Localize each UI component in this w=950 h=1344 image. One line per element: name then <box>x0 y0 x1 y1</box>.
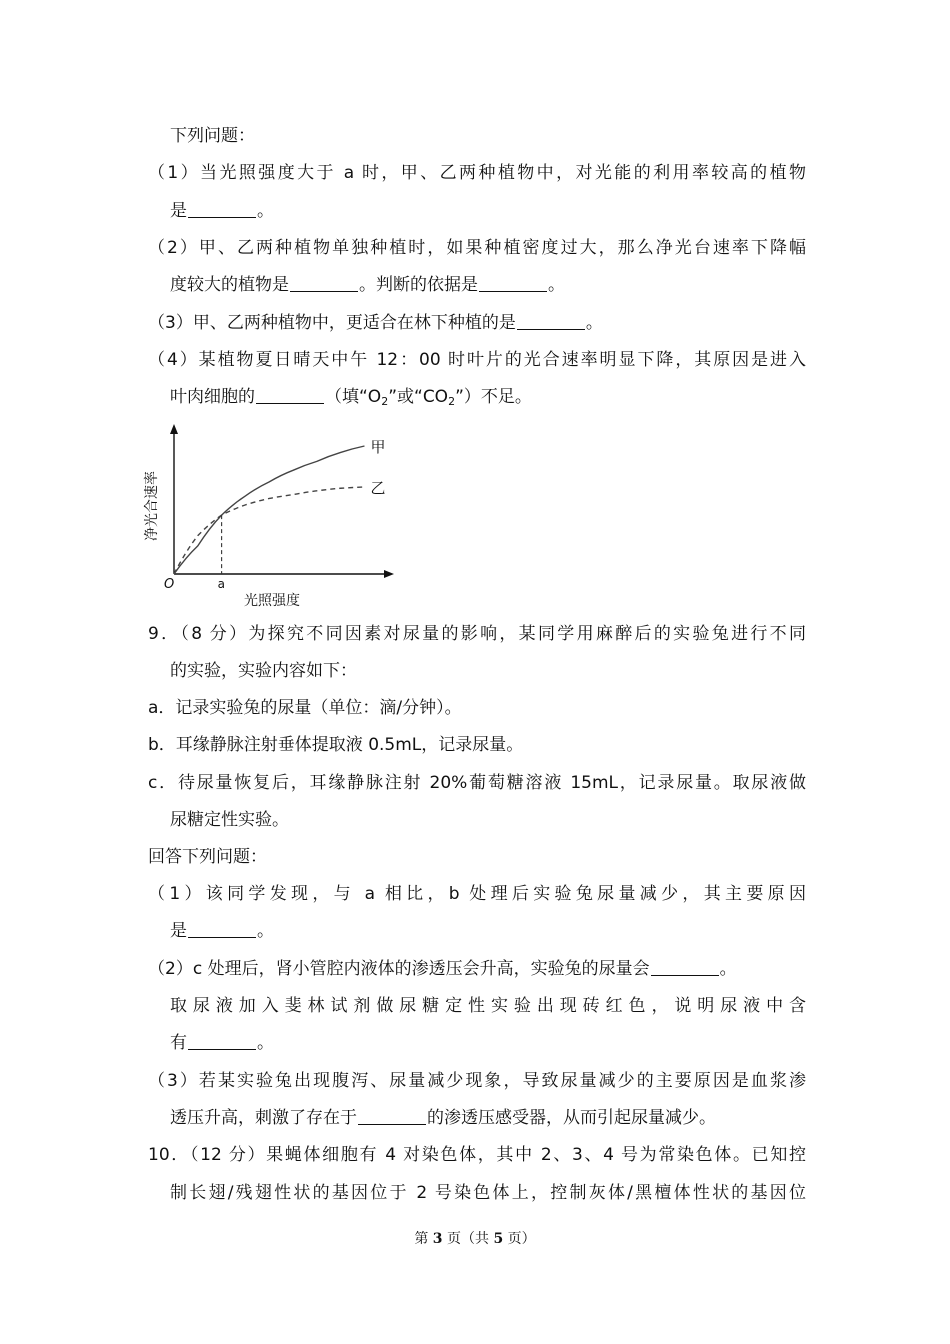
origin-label: O <box>164 577 175 592</box>
q9-heading-line2: 的实验，实验内容如下： <box>170 661 357 681</box>
answer-blank[interactable] <box>188 921 256 938</box>
q9-part2-line3: 有 。 <box>170 1033 274 1053</box>
answer-blank[interactable] <box>256 387 324 404</box>
q9-step-a: a．记录实验兔的尿量（单位：滴/分钟）。 <box>148 698 462 718</box>
series-line-1 <box>174 487 364 574</box>
q9-step-c-line1: c．待尿量恢复后，耳缘静脉注射 20%葡萄糖溶液 15mL，记录尿量。取尿液做 <box>148 773 806 793</box>
q9-part2-line1: （2）c 处理后，肾小管腔内液体的渗透压会升高，实验兔的尿量会 。 <box>148 959 737 979</box>
intro-text: 下列问题： <box>170 126 255 146</box>
answer-blank[interactable] <box>188 201 256 218</box>
q9-part2-line2: 取尿液加入斐林试剂做尿糖定性实验出现砖红色，说明尿液中含 <box>170 996 806 1016</box>
answer-blank[interactable] <box>517 313 585 330</box>
total-pages: 5 <box>493 1231 504 1247</box>
chart-labels <box>143 438 385 609</box>
marker-a-label: a <box>217 577 225 591</box>
q8-part1-line2: 是 。 <box>170 201 274 221</box>
q9-heading-line1: 9．（8 分）为探究不同因素对尿量的影响，某同学用麻醉后的实验兔进行不同 <box>148 624 806 644</box>
series-line-0 <box>174 446 364 574</box>
y-axis-arrow-icon <box>170 424 178 434</box>
q10-line1: 10．（12 分）果蝇体细胞有 4 对染色体，其中 2、3、4 号为常染色体。已知控 <box>148 1145 806 1165</box>
q9-step-c-line2: 尿糖定性实验。 <box>170 810 289 830</box>
answer-blank[interactable] <box>358 1108 426 1125</box>
series-label-0: 甲 <box>370 438 386 456</box>
x-axis-label: 光照强度 <box>244 593 300 609</box>
q9-step-b: b．耳缘静脉注射垂体提取液 0.5mL，记录尿量。 <box>148 735 524 755</box>
q9-part1-line2: 是 。 <box>170 921 274 941</box>
q8-part4-line2: 叶肉细胞的 （填“$O_2$”或“$CO_2$”）不足。 <box>170 387 532 408</box>
q8-part2-line1: （2）甲、乙两种植物单独种植时，如果种植密度过大，那么净光台速率下降幅 <box>148 238 806 258</box>
answer-blank[interactable] <box>290 275 358 292</box>
answer-blank[interactable] <box>651 959 719 976</box>
q8-part4-line1: （4）某植物夏日晴天中午 12：00 时叶片的光合速率明显下降，其原因是进入 <box>148 350 806 370</box>
q8-part3: （3）甲、乙两种植物中，更适合在林下种植的是 。 <box>148 313 603 333</box>
y-axis-label: 净光合速率 <box>144 471 160 541</box>
q9-part3-line2: 透压升高，刺激了存在于 的渗透压感受器，从而引起尿量减少。 <box>170 1108 716 1128</box>
photosynthesis-chart <box>140 418 410 610</box>
current-page-number: 3 <box>432 1231 443 1247</box>
q9-answer-prompt: 回答下列问题： <box>148 847 267 867</box>
page-footer: 第 3 页（共 5 页） <box>414 1231 536 1247</box>
q10-line2: 制长翅/残翅性状的基因位于 2 号染色体上，控制灰体/黑檀体性状的基因位 <box>170 1183 806 1203</box>
answer-blank[interactable] <box>188 1033 256 1050</box>
series-label-1: 乙 <box>370 478 386 497</box>
q9-part1-line1: （1）该同学发现，与 a 相比，b 处理后实验兔尿量减少，其主要原因 <box>148 884 806 904</box>
q8-part1-line1: （1）当光照强度大于 a 时，甲、乙两种植物中，对光能的利用率较高的植物 <box>148 163 806 183</box>
answer-blank[interactable] <box>479 275 547 292</box>
q8-part2-line2: 度较大的植物是 。判断的依据是 。 <box>170 275 565 295</box>
x-axis-arrow-icon <box>384 570 394 578</box>
q9-part3-line1: （3）若某实验兔出现腹泻、尿量减少现象，导致尿量减少的主要原因是血浆渗 <box>148 1071 806 1091</box>
chart-series <box>174 446 364 574</box>
